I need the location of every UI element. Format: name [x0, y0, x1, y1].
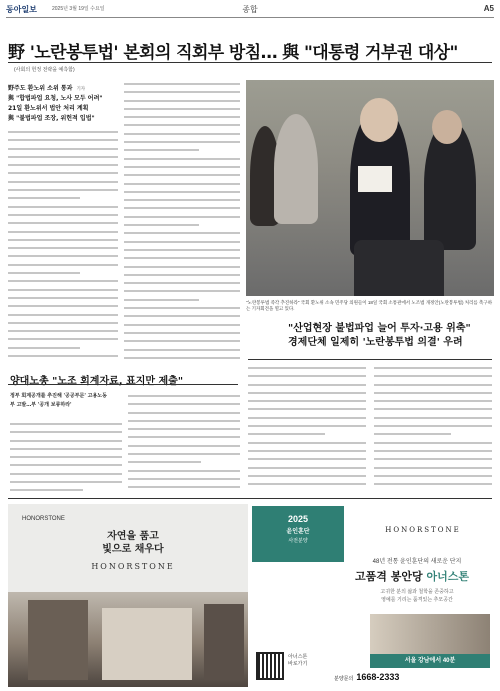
text-line	[8, 319, 118, 327]
ad-logo: HONORSTONE	[22, 516, 65, 522]
qr-label: 아너스톤 바로가기	[288, 654, 308, 667]
text-line	[374, 389, 492, 397]
advertisement-left[interactable]	[8, 504, 248, 687]
person-head	[432, 110, 462, 144]
text-line	[124, 312, 240, 320]
text-line	[124, 171, 240, 179]
main-headline: 野 '노란봉투법' 본회의 직회부 방침… 與 "대통령 거부권 대상"	[8, 43, 458, 63]
sub-headline-line-2: 경제단체 일제히 '노란봉투법 의결' 우려	[288, 337, 463, 348]
text-line	[124, 121, 240, 129]
text-line	[8, 169, 118, 177]
text-line	[374, 414, 492, 422]
text-line	[124, 329, 240, 337]
ad-title: 고품격 봉안당 아너스톤	[355, 570, 469, 583]
text-line	[128, 450, 240, 458]
text-line	[248, 364, 366, 372]
text-line	[124, 88, 240, 96]
text-line	[248, 397, 366, 405]
text-line	[8, 178, 118, 186]
building-shape	[102, 608, 192, 680]
text-line	[124, 97, 240, 105]
text-line	[128, 392, 240, 400]
article-column-5	[10, 420, 122, 496]
text-line	[8, 161, 118, 169]
text-line	[10, 478, 122, 486]
text-line	[248, 455, 366, 463]
text-line	[8, 252, 118, 260]
text-line	[124, 296, 240, 304]
sub-headline-line-1: "산업현장 불법파업 늘어 투자·고용 위축"	[288, 323, 471, 334]
person-figure	[274, 114, 318, 224]
ad-intro: 48년 전통 윤인훈단의 새로운 단지	[372, 559, 462, 565]
text-line	[8, 286, 118, 294]
ad-logo: HONORSTONE	[385, 526, 461, 534]
text-line	[124, 196, 240, 204]
text-line	[248, 480, 366, 488]
text-line	[124, 263, 240, 271]
text-line	[10, 420, 122, 428]
text-line	[8, 203, 118, 211]
interior-image	[370, 614, 490, 654]
text-line	[374, 447, 492, 455]
text-line	[8, 327, 118, 335]
text-line	[8, 244, 118, 252]
lead-line: 野주도 환노위 소위 통과 기자	[8, 85, 86, 92]
text-line	[8, 236, 118, 244]
text-line	[124, 337, 240, 345]
text-line	[124, 279, 240, 287]
headline-note: (사회의 헌정 전략을 예측함)	[14, 67, 75, 73]
text-line	[8, 186, 118, 194]
lead-line: 與 "합법파업 요청, 노사 모두 어려"	[8, 95, 103, 102]
article-column-2	[124, 80, 240, 364]
sub-headline-divider	[248, 359, 492, 360]
text-line	[8, 219, 118, 227]
text-line	[248, 447, 366, 455]
text-line	[128, 417, 240, 425]
lead-line: 與 "불법파업 조장, 위헌적 입법"	[8, 115, 95, 122]
text-line	[248, 405, 366, 413]
text-line	[8, 194, 118, 202]
text-line	[374, 430, 492, 438]
text-line	[124, 221, 240, 229]
text-line	[124, 163, 240, 171]
text-line	[124, 155, 240, 163]
text-line	[374, 397, 492, 405]
text-line	[248, 414, 366, 422]
article-column-1	[8, 128, 118, 364]
building-shape	[204, 604, 244, 680]
text-line	[10, 428, 122, 436]
text-line	[8, 311, 118, 319]
ad-divider	[8, 498, 492, 499]
text-line	[128, 433, 240, 441]
text-line	[248, 472, 366, 480]
text-line	[374, 364, 492, 372]
text-line	[248, 422, 366, 430]
text-line	[374, 455, 492, 463]
text-line	[128, 458, 240, 466]
text-line	[8, 277, 118, 285]
podium	[354, 240, 444, 296]
text-line	[248, 372, 366, 380]
section-label: 종합	[242, 5, 258, 14]
text-line	[128, 475, 240, 483]
text-line	[124, 271, 240, 279]
second-headline-divider	[8, 384, 238, 385]
text-line	[10, 445, 122, 453]
text-line	[248, 381, 366, 389]
text-line	[128, 409, 240, 417]
article-column-3	[248, 364, 366, 494]
text-line	[10, 461, 122, 469]
text-line	[8, 261, 118, 269]
text-line	[8, 269, 118, 277]
text-line	[128, 425, 240, 433]
issue-date: 2025년 3월 19일 수요일	[52, 6, 105, 12]
lead-line: 21일 환노위서 법안 처리 계획	[8, 105, 89, 112]
text-line	[8, 228, 118, 236]
ad-tagline: 자연을 품고 빛으로 채우다	[102, 531, 164, 555]
text-line	[124, 80, 240, 88]
text-line	[374, 422, 492, 430]
article-column-4	[374, 364, 492, 494]
text-line	[124, 105, 240, 113]
text-line	[124, 130, 240, 138]
lead-summary	[8, 84, 118, 124]
text-line	[124, 204, 240, 212]
text-line	[10, 470, 122, 478]
text-line	[248, 464, 366, 472]
text-line	[124, 246, 240, 254]
text-line	[124, 188, 240, 196]
photo-caption: "노란봉투법 즉각 추진하라" 국회 환노위 소속 민주당 의원들이 18일 국회 소통관에서 노조법 개정안(노란봉투법) 처리를 촉구하는 기자회견을 열고 있다.	[246, 300, 493, 311]
byline: 기자	[76, 86, 86, 91]
text-line	[10, 437, 122, 445]
text-line	[8, 211, 118, 219]
text-line	[248, 439, 366, 447]
text-line	[10, 486, 122, 494]
masthead	[6, 4, 494, 18]
text-line	[124, 113, 240, 121]
text-line	[124, 254, 240, 262]
ad-brand: HONORSTONE	[91, 562, 175, 571]
text-line	[374, 381, 492, 389]
advertisement-right[interactable]	[252, 504, 492, 687]
second-headline: 양대노총 "노조 회계자료, 표지만 제출"	[10, 376, 184, 387]
text-line	[124, 238, 240, 246]
text-line	[124, 213, 240, 221]
article-column-6	[128, 392, 240, 496]
text-line	[8, 344, 118, 352]
text-line	[128, 483, 240, 491]
qr-code-icon[interactable]	[256, 652, 284, 680]
text-line	[128, 400, 240, 408]
text-line	[8, 145, 118, 153]
ad-copy: 고귀한 분의 삶과 철학을 존중하고 영예를 기리는 품격있는 추모공간	[380, 589, 454, 603]
press-conference-photo	[246, 80, 494, 296]
text-line	[124, 354, 240, 362]
text-line	[10, 453, 122, 461]
text-line	[124, 346, 240, 354]
text-line	[8, 136, 118, 144]
text-line	[124, 146, 240, 154]
text-line	[248, 430, 366, 438]
text-line	[374, 472, 492, 480]
page-number: A5	[483, 4, 494, 13]
building-shape	[28, 600, 88, 680]
text-line	[128, 467, 240, 475]
text-line	[248, 389, 366, 397]
text-line	[124, 229, 240, 237]
text-line	[124, 304, 240, 312]
text-line	[8, 128, 118, 136]
speaker-head	[360, 98, 398, 142]
text-line	[8, 335, 118, 343]
second-lead: 정부 회계공개를 추진해 '공공부문' 고용노동부 고발…부 '공개 보류하라'	[10, 393, 107, 408]
statement-paper	[358, 166, 392, 192]
sub-headline	[288, 322, 498, 350]
presale-badge: 2025 윤인훈단 사전분양	[252, 506, 344, 562]
text-line	[8, 302, 118, 310]
text-line	[8, 352, 118, 360]
text-line	[124, 287, 240, 295]
text-line	[124, 321, 240, 329]
phone-number[interactable]: 분양문의 1668-2333	[334, 672, 400, 682]
newspaper-name: 동아일보	[6, 5, 37, 14]
text-line	[124, 138, 240, 146]
text-line	[374, 439, 492, 447]
text-line	[374, 372, 492, 380]
text-line	[374, 405, 492, 413]
text-line	[124, 180, 240, 188]
text-line	[128, 442, 240, 450]
text-line	[8, 153, 118, 161]
headline-divider	[8, 62, 492, 63]
text-line	[374, 464, 492, 472]
text-line	[374, 480, 492, 488]
location-banner: 서울 강남에서 40분	[370, 654, 490, 668]
text-line	[8, 294, 118, 302]
